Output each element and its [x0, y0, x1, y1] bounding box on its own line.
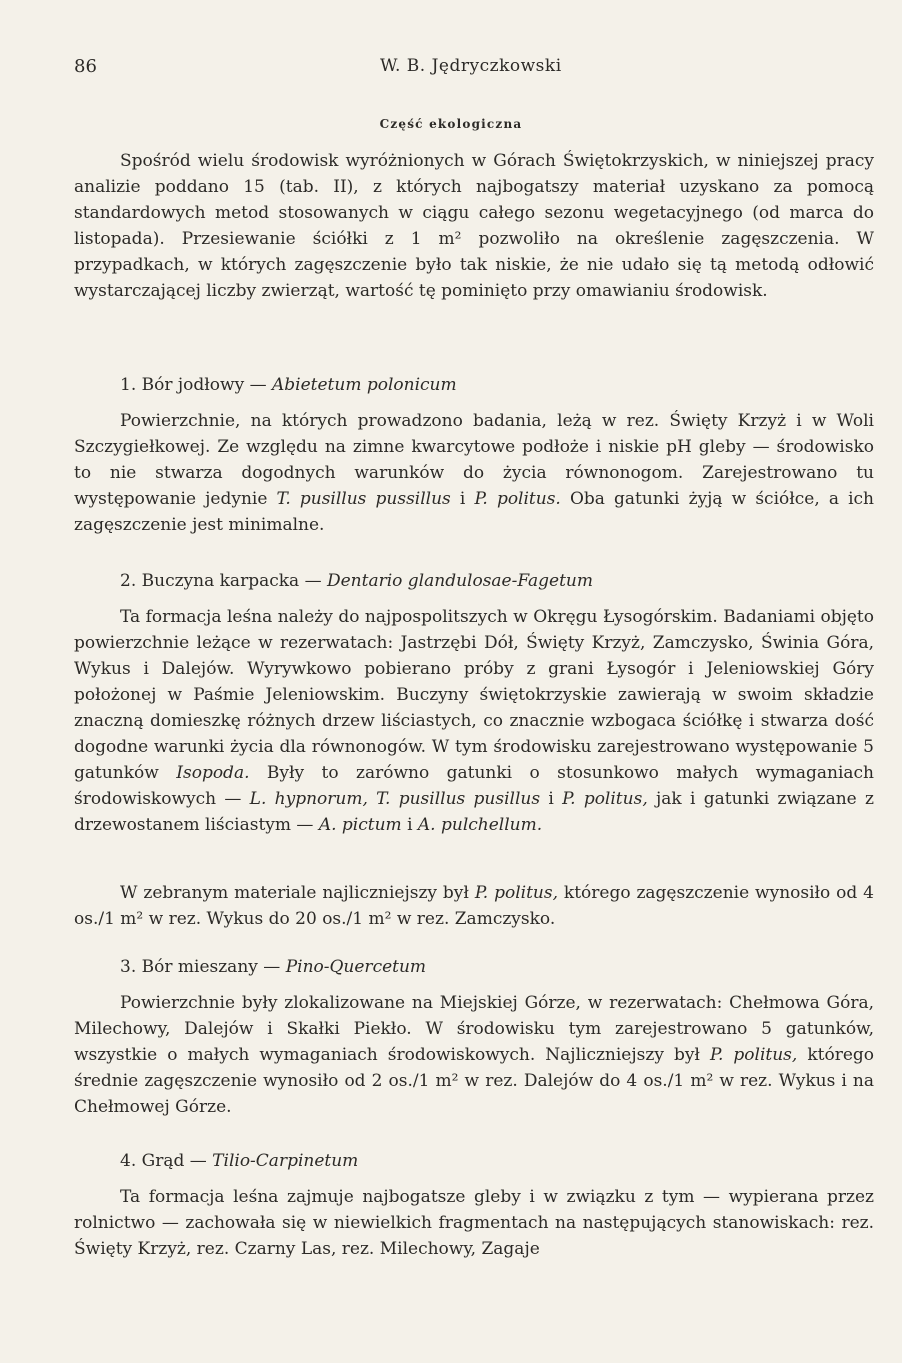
s3-text-2: którego średnie zagęszczenie wynosiło od 2 os./1 m² w rez. Dalejów do 4 os./1 m² w rez. Wykus i na Chełmowej Górze.	[74, 1045, 875, 1117]
section-2-paragraph-b	[74, 880, 874, 932]
intro-text: Spośród wielu środowisk wyróżnionych w Górach Świętokrzyskich, w niniejszej pracy analizie poddano 15 (tab. II), z których najbogatszy materiał uzyskano za pomocą standardowych metod stosowanych w ciągu całego sezonu wegetacyjnego (od marca do listopada). Przesiewanie ściółki z 1 m² pozwoliło na określenie zagęszczenia. W przypadkach, w których zagęszczenie było tak niskie, że nie udało się tą metodą odłowić wystarczającej liczby zwierząt, wartość tę pominięto przy omawianiu środowisk.	[74, 151, 874, 301]
section-title: Część ekologiczna	[379, 117, 523, 131]
s2-isopoda: Isopoda.	[176, 763, 250, 783]
s1-text-2: Oba gatunki żyją w ściółce, a ich zagęszczenie jest minimalne.	[74, 489, 875, 535]
s2-species-2: P. politus,	[562, 789, 648, 809]
s2-and-2: i	[407, 815, 413, 835]
s1-species-2: P. politus.	[474, 489, 561, 509]
subheading-2-latin: Dentario glandulosae-Fagetum	[326, 571, 593, 591]
s2-and-1: i	[548, 789, 554, 809]
s3-text-1: Powierzchnie były zlokalizowane na Miejskiej Górze, w rezerwatach: Chełmowa Góra, Milechowy, Dalejów i Skałki Piekło. W środowisku tym zarejestrowano 5 gatunków, wszystkie o małych wymaganiach środowiskowych. Najliczniejszy był	[74, 993, 874, 1065]
subheading-4-latin: Tilio-Carpinetum	[212, 1151, 359, 1171]
s2-text-1: Ta formacja leśna należy do najpospolitszych w Okręgu Łysogórskim. Badaniami objęto powierzchnie leżące w rezerwatach: Jastrzębi Dół, Święty Krzyż, Zamczysko, Świnia Góra, Wykus i Dalejów. Wyrywkowo pobierano próby z grani Łysogór i Jeleniowskiej Góry położonej w Paśmie Jeleniowskim. Buczyny świętokrzyskie zawierają w swoim składzie znaczną domieszkę różnych drzew liściastych, co znacznie wzbogaca ściółkę i stwarza dość dogodne warunki życia dla równonogów. W tym środowisku zarejestrowano występowanie 5 gatunków	[74, 607, 874, 783]
subheading-3-prefix: 3. Bór mieszany —	[120, 957, 281, 977]
s3-species-1: P. politus,	[709, 1045, 798, 1065]
section-1-paragraph	[74, 408, 874, 538]
s2-species-5: P. politus,	[474, 883, 558, 903]
section-4-paragraph	[74, 1184, 874, 1262]
subheading-1	[120, 372, 457, 398]
s4-text-1: Ta formacja leśna zajmuje najbogatsze gleby i w związku z tym — wypierana przez rolnictwo — zachowała się w niewielkich fragmentach na następujących stanowiskach: rez. Święty Krzyż, rez. Czarny Las, rez. Milechowy, Zagaje	[74, 1187, 874, 1259]
section-3-paragraph	[74, 990, 874, 1120]
subheading-4	[120, 1148, 358, 1174]
running-head-author: W. B. Jędryczkowski	[380, 56, 562, 76]
s2-text-5: którego zagęszczenie wynosiło od 4 os./1 m² w rez. Wykus do 20 os./1 m² w rez. Zamczysko.	[74, 883, 874, 929]
s1-species-1: T. pusillus pussillus	[276, 489, 451, 509]
s2-text-3: jak i gatunki związane z drzewostanem liściastym —	[74, 789, 874, 835]
s2-text-2: Były to zarówno gatunki o stosunkowo małych wymaganiach środowiskowych —	[74, 763, 874, 809]
subheading-2	[120, 568, 593, 594]
subheading-1-prefix: 1. Bór jodłowy —	[120, 375, 267, 395]
subheading-4-prefix: 4. Grąd —	[120, 1151, 207, 1171]
subheading-1-latin: Abietetum polonicum	[271, 375, 457, 395]
section-2-paragraph	[74, 604, 874, 838]
s2-text-4: W zebranym materiale najliczniejszy był	[120, 883, 469, 903]
subheading-3-latin: Pino-Quercetum	[285, 957, 427, 977]
s2-species-3: A. pictum	[318, 815, 402, 835]
subheading-2-prefix: 2. Buczyna karpacka —	[120, 571, 322, 591]
intro-paragraph	[74, 148, 874, 304]
running-head	[74, 56, 876, 86]
s2-species-4: A. pulchellum.	[417, 815, 543, 835]
page-number: 86	[74, 56, 97, 77]
s1-and: i	[459, 489, 466, 509]
s2-species-1: L. hypnorum, T. pusillus pusillus	[249, 789, 541, 809]
s1-text-1: Powierzchnie, na których prowadzono badania, leżą w rez. Święty Krzyż i w Woli Szczygiełkowej. Ze względu na zimne kwarcytowe podłoże i niskie pH gleby — środowisko to nie stwarza dogodnych warunków do życia równonogom. Zarejestrowano tu występowanie jedynie	[74, 411, 874, 509]
subheading-3	[120, 954, 426, 980]
